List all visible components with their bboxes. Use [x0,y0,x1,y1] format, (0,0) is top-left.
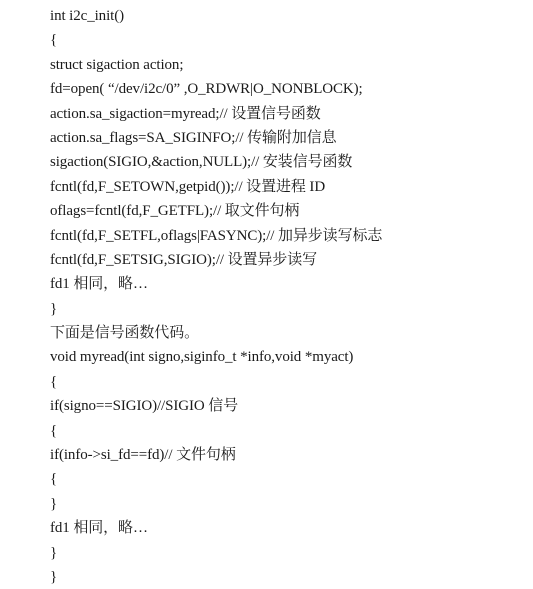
code-line: fcntl(fd,F_SETOWN,getpid());// 设置进程 ID [50,178,326,195]
code-line: sigaction(SIGIO,&action,NULL);// 安装信号函数 [50,154,353,171]
code-line: int i2c_init() [50,8,125,24]
code-line: } [50,300,58,317]
code-line: fcntl(fd,F_SETSIG,SIGIO);// 设置异步读写 [50,251,318,268]
code-line: } [50,544,58,561]
code-line: oflags=fcntl(fd,F_GETFL);// 取文件句柄 [50,203,300,220]
code-line: void myread(int signo,siginfo_t *info,void *myact) [50,349,354,366]
code-line: { [50,32,58,49]
code-line: action.sa_flags=SA_SIGINFO;// 传输附加信息 [50,129,337,146]
code-line: { [50,373,58,390]
code-line: if(signo==SIGIO)//SIGIO 信号 [50,398,239,415]
code-line: { [50,422,58,439]
code-line: fd1 相同，略… [50,520,148,537]
code-line: action.sa_sigaction=myread;// 设置信号函数 [50,105,321,122]
code-line: fd1 相同，略… [50,276,148,293]
code-document [50,4,525,589]
prose-line: 下面是信号函数代码。 [50,325,200,342]
code-line: fd=open( “/dev/i2c/0” ,O_RDWR|O_NONBLOCK); [50,81,363,98]
code-line: { [50,471,58,488]
code-line: fcntl(fd,F_SETFL,oflags|FASYNC);// 加异步读写标志 [50,227,383,244]
code-line: } [50,568,58,585]
code-line: } [50,495,58,512]
code-line: struct sigaction action; [50,56,184,73]
code-line: if(info->si_fd==fd)// 文件句柄 [50,447,236,464]
